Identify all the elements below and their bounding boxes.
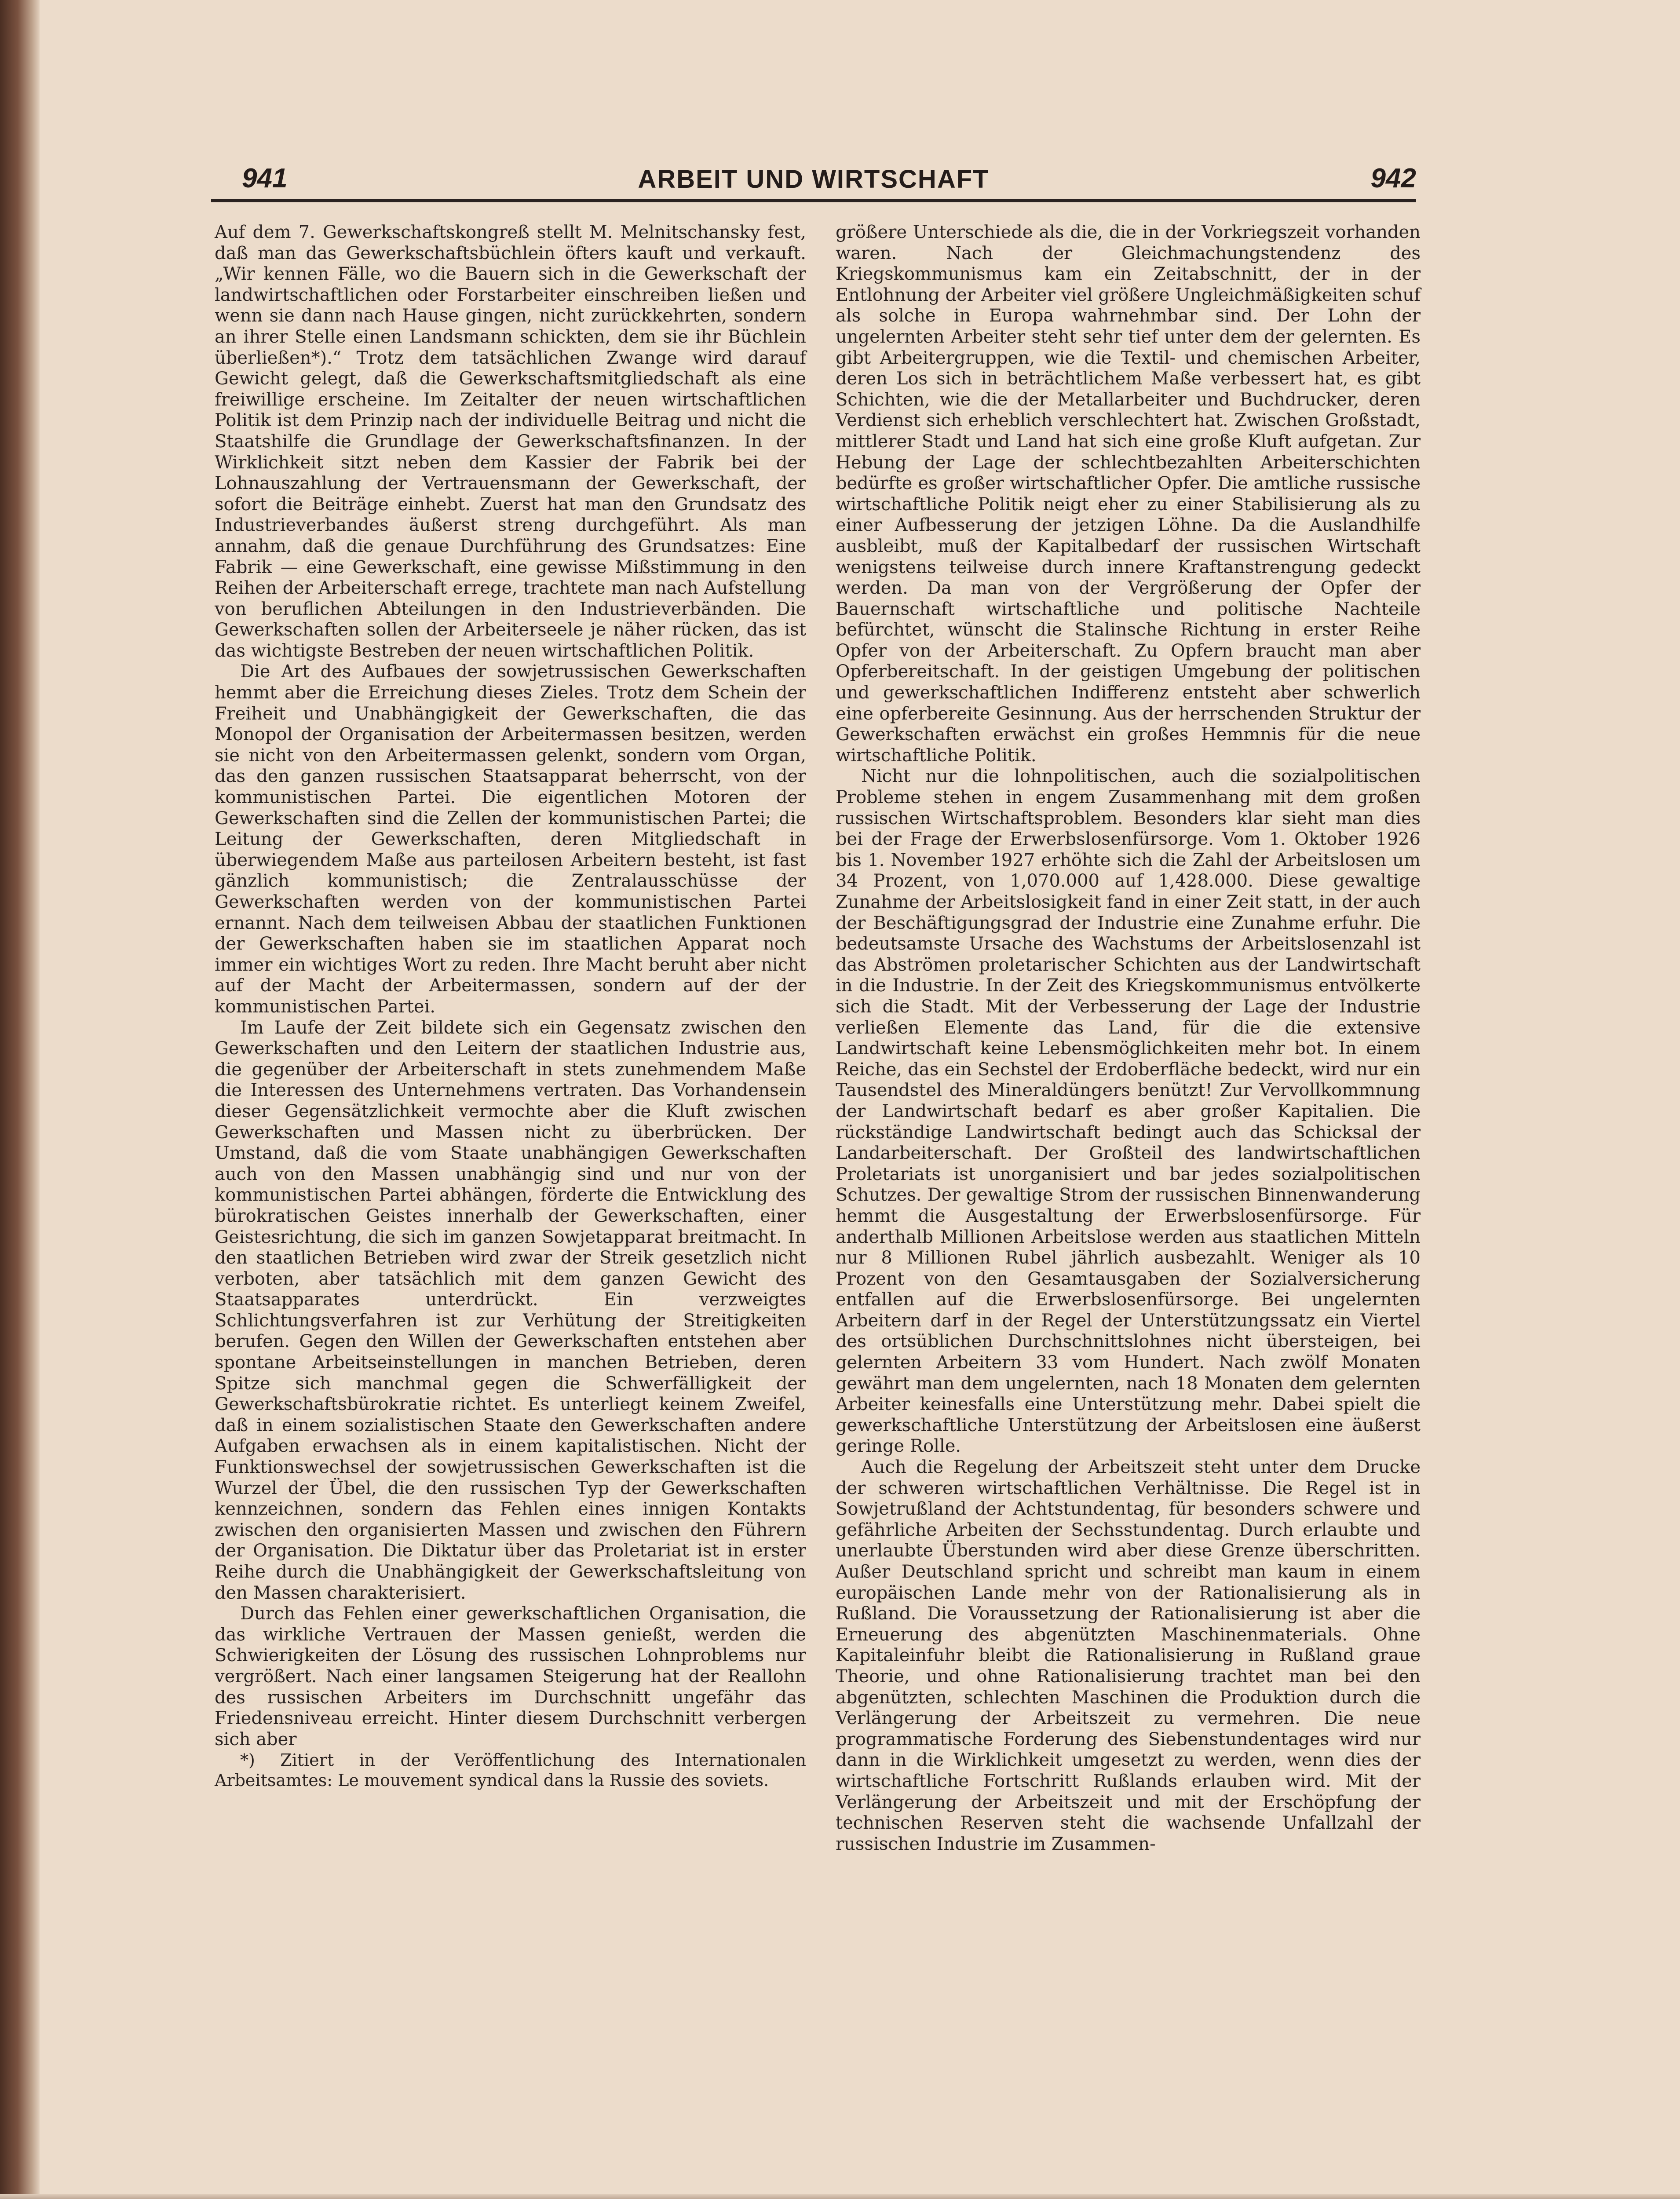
page-number-left: 941 [242, 163, 288, 194]
paragraph: Auf dem 7. Gewerkschaftskongreß stellt M. Melnitschansky fest, daß man das Gewerkschaftsbüchlein öfters kauft und verkauft. „Wir kennen Fälle, wo die Bauern sich in die Gewerkschaft der landwirtschaftlichen oder Forstarbeiter einschreiben ließen und wenn sie dann nach Hause gingen, nicht zurückkehrten, sondern an ihrer Stelle einen Landsmann schickten, dem sie ihr Büchlein überließen*).“ Trotz dem tatsächlichen Zwange wird darauf Gewicht gelegt, daß die Gewerkschaftsmitgliedschaft als eine freiwillige erscheine. Im Zeitalter der neuen wirtschaftlichen Politik ist dem Prinzip nach der individuelle Beitrag und nicht die Staatshilfe die Grundlage der Gewerkschaftsfinanzen. In der Wirklichkeit sitzt neben dem Kassier der Fabrik bei der Lohnauszahlung der Vertrauensmann der Gewerkschaft, der sofort die Beiträge einhebt. Zuerst hat man den Grundsatz des Industrieverbandes äußerst streng durchgeführt. Als man annahm, daß die genaue Durchführung des Grundsatzes: Eine Fabrik — eine Gewerkschaft, eine gewisse Mißstimmung in den Reihen der Arbeiterschaft errege, trachtete man nach Aufstellung von beruflichen Abteilungen in den Industrieverbänden. Die Gewerkschaften sollen der Arbeiterseele je näher rücken, das ist das wichtigste Bestreben der neuen wirtschaftlichen Politik. [215, 222, 806, 661]
paragraph: Durch das Fehlen einer gewerkschaftlichen Organisation, die das wirkliche Vertrauen der Massen genießt, werden die Schwierigkeiten der Lösung des russischen Lohnproblems nur vergrößert. Nach einer langsamen Steigerung hat der Reallohn des russischen Arbeiters im Durchschnitt ungefähr das Friedensniveau erreicht. Hinter diesem Durchschnitt verbergen sich aber [215, 1604, 806, 1750]
running-header [211, 163, 1416, 211]
paragraph: Im Laufe der Zeit bildete sich ein Gegensatz zwischen den Gewerkschaften und den Leitern der staatlichen Industrie aus, die gegenüber der Arbeiterschaft in stets zunehmendem Maße die Interessen des Unternehmens vertraten. Das Vorhandensein dieser Gegensätzlichkeit vermochte aber die Kluft zwischen Gewerkschaften und Massen nicht zu überbrücken. Der Umstand, daß die vom Staate unabhängigen Gewerkschaften auch von den Massen unabhängig sind und nur von der kommunistischen Partei abhängen, förderte die Entwicklung des bürokratischen Geistes innerhalb der Gewerkschaften, einer Geistesrichtung, die sich im ganzen Sowjetapparat breitmacht. In den staatlichen Betrieben wird zwar der Streik gesetzlich nicht verboten, aber tatsächlich mit dem ganzen Gewicht des Staatsapparates unterdrückt. Ein verzweigtes Schlichtungsverfahren ist zur Verhütung der Streitigkeiten berufen. Gegen den Willen der Gewerkschaften entstehen aber spontane Arbeitseinstellungen in manchen Betrieben, deren Spitze sich manchmal gegen die Schwerfälligkeit der Gewerkschaftsbürokratie richtet. Es unterliegt keinem Zweifel, daß in einem sozialistischen Staate den Gewerkschaften andere Aufgaben erwachsen als in einem kapitalistischen. Nicht der Funktionswechsel der sowjetrussischen Gewerkschaften ist die Wurzel der Übel, die den russischen Typ der Gewerkschaften kennzeichnen, sondern das Fehlen eines innigen Kontakts zwischen den organisierten Massen und zwischen den Führern der Organisation. Die Diktatur über das Proletariat ist in erster Reihe durch die Unabhängigkeit der Gewerkschaftsleitung von den Massen charakterisiert. [215, 1017, 806, 1603]
paragraph: größere Unterschiede als die, die in der Vorkriegszeit vorhanden waren. Nach der Gleichmachungstendenz des Kriegskommunismus kam ein Zeitabschnitt, der in der Entlohnung der Arbeiter viel größere Ungleichmäßigkeiten schuf als solche in Europa wahrnehmbar sind. Der Lohn der ungelernten Arbeiter steht sehr tief unter dem der gelernten. Es gibt Arbeitergruppen, wie die Textil- und chemischen Arbeiter, deren Los sich in beträchtlichem Maße verbessert hat, es gibt Schichten, wie die der Metallarbeiter und Buchdrucker, deren Verdienst sich erheblich verschlechtert hat. Zwischen Großstadt, mittlerer Stadt und Land hat sich eine große Kluft aufgetan. Zur Hebung der Lage der schlechtbezahlten Arbeiterschichten bedürfte es großer wirtschaftlicher Opfer. Die amtliche russische wirtschaftliche Politik neigt eher zu einer Stabilisierung als zu einer Aufbesserung der jetzigen Löhne. Da die Auslandhilfe ausbleibt, muß der Kapitalbedarf der russischen Wirtschaft wenigstens teilweise durch innere Kraftanstrengung gedeckt werden. Da man von der Vergrößerung der Opfer der Bauernschaft wirtschaftliche und politische Nachteile befürchtet, wünscht die Stalinsche Richtung in erster Reihe Opfer von der Arbeiterschaft. Zu Opfern braucht man aber Opferbereitschaft. In der geistigen Umgebung der politischen und gewerkschaftlichen Indifferenz entsteht aber schwerlich eine opferbereite Gesinnung. Aus der herrschenden Struktur der Gewerkschaften erwächst ein großes Hemmnis für die neue wirtschaftliche Politik. [836, 222, 1421, 766]
page-number-right: 942 [1370, 163, 1416, 194]
page-binding-edge [0, 0, 40, 2199]
right-column [836, 222, 1421, 1855]
footnote: *) Zitiert in der Veröffentlichung des Internationalen Arbeitsamtes: Le mouvement syndical dans la Russie des soviets. [215, 1750, 806, 1790]
left-column [215, 222, 806, 1790]
journal-title: ARBEIT UND WIRTSCHAFT [638, 165, 990, 194]
paragraph: Nicht nur die lohnpolitischen, auch die sozialpolitischen Probleme stehen in engem Zusammenhang mit dem großen russischen Wirtschaftsproblem. Besonders klar sieht man dies bei der Frage der Erwerbslosenfürsorge. Vom 1. Oktober 1926 bis 1. November 1927 erhöhte sich die Zahl der Arbeitslosen um 34 Prozent, von 1,070.000 auf 1,428.000. Diese gewaltige Zunahme der Arbeitslosigkeit fand in einer Zeit statt, in der auch der Beschäftigungsgrad der Industrie eine Zunahme erfuhr. Die bedeutsamste Ursache des Wachstums der Arbeitslosenzahl ist das Abströmen proletarischer Schichten aus der Landwirtschaft in die Industrie. In der Zeit des Kriegskommunismus entvölkerte sich die Stadt. Mit der Verbesserung der Lage der Industrie verließen Elemente das Land, für die die extensive Landwirtschaft keine Lebensmöglichkeiten mehr bot. In einem Reiche, das ein Sechstel der Erdoberfläche bedeckt, wird nur ein Tausendstel des Mineraldüngers benützt! Zur Vervollkommnung der Landwirtschaft bedarf es aber großer Kapitalien. Die rückständige Landwirtschaft bedingt auch das Schicksal der Landarbeiterschaft. Der Großteil des landwirtschaftlichen Proletariats ist unorganisiert und bar jedes sozialpolitischen Schutzes. Der gewaltige Strom der russischen Binnenwanderung hemmt die Ausgestaltung der Erwerbslosenfürsorge. Für anderthalb Millionen Arbeitslose werden aus staatlichen Mitteln nur 8 Millionen Rubel jährlich ausbezahlt. Weniger als 10 Prozent von den Gesamtausgaben der Sozialversicherung entfallen auf die Erwerbslosenfürsorge. Bei ungelernten Arbeitern darf in der Regel der Unterstützungssatz ein Viertel des ortsüblichen Durchschnittslohnes nicht übersteigen, bei gelernten Arbeitern 33 vom Hundert. Nach zwölf Monaten gewährt man dem ungelernten, nach 18 Monaten dem gelernten Arbeiter keinesfalls eine Unterstützung mehr. Dabei spielt die gewerkschaftliche Unterstützung der Arbeitslosen eine äußerst geringe Rolle. [836, 766, 1421, 1457]
page-bottom-edge [0, 2194, 1680, 2199]
paragraph: Die Art des Aufbaues der sowjetrussischen Gewerkschaften hemmt aber die Erreichung dieses Zieles. Trotz dem Schein der Freiheit und Unabhängigkeit der Gewerkschaften, die das Monopol der Organisation der Arbeitermassen besitzen, werden sie nicht von den Arbeitermassen gelenkt, sondern vom Organ, das den ganzen russischen Staatsapparat beherrscht, von der kommunistischen Partei. Die eigentlichen Motoren der Gewerkschaften sind die Zellen der kommunistischen Partei; die Leitung der Gewerkschaften, deren Mitgliedschaft in überwiegendem Maße aus parteilosen Arbeitern besteht, ist fast gänzlich kommunistisch; die Zentralausschüsse der Gewerkschaften werden von der kommunistischen Partei ernannt. Nach dem teilweisen Abbau der staatlichen Funktionen der Gewerkschaften haben sie im staatlichen Apparat noch immer ein wichtiges Wort zu reden. Ihre Macht beruht aber nicht auf der Macht der Arbeitermassen, sondern auf der der kommunistischen Partei. [215, 661, 806, 1017]
paragraph: Auch die Regelung der Arbeitszeit steht unter dem Drucke der schweren wirtschaftlichen Verhältnisse. Die Regel ist in Sowjetrußland der Achtstundentag, für besonders schwere und gefährliche Arbeiten der Sechsstundentag. Durch erlaubte und unerlaubte Überstunden wird aber diese Grenze überschritten. Außer Deutschland spricht und schreibt man kaum in einem europäischen Lande mehr von der Rationalisierung als in Rußland. Die Voraussetzung der Rationalisierung ist aber die Erneuerung des abgenützten Maschinenmaterials. Ohne Kapitaleinfuhr bleibt die Rationalisierung in Rußland graue Theorie, und ohne Rationalisierung trachtet man bei den abgenützten, schlechten Maschinen die Produktion durch die Verlängerung der Arbeitszeit zu vermehren. Die neue programmatische Forderung des Siebenstundentages wird nur dann in die Wirklichkeit umgesetzt zu werden, wenn dies der wirtschaftliche Fortschritt Rußlands erlauben wird. Mit der Verlängerung der Arbeitszeit und mit der Erschöpfung der technischen Reserven steht die wachsende Unfallzahl der russischen Industrie im Zusammen- [836, 1457, 1421, 1854]
header-rule [211, 199, 1416, 202]
